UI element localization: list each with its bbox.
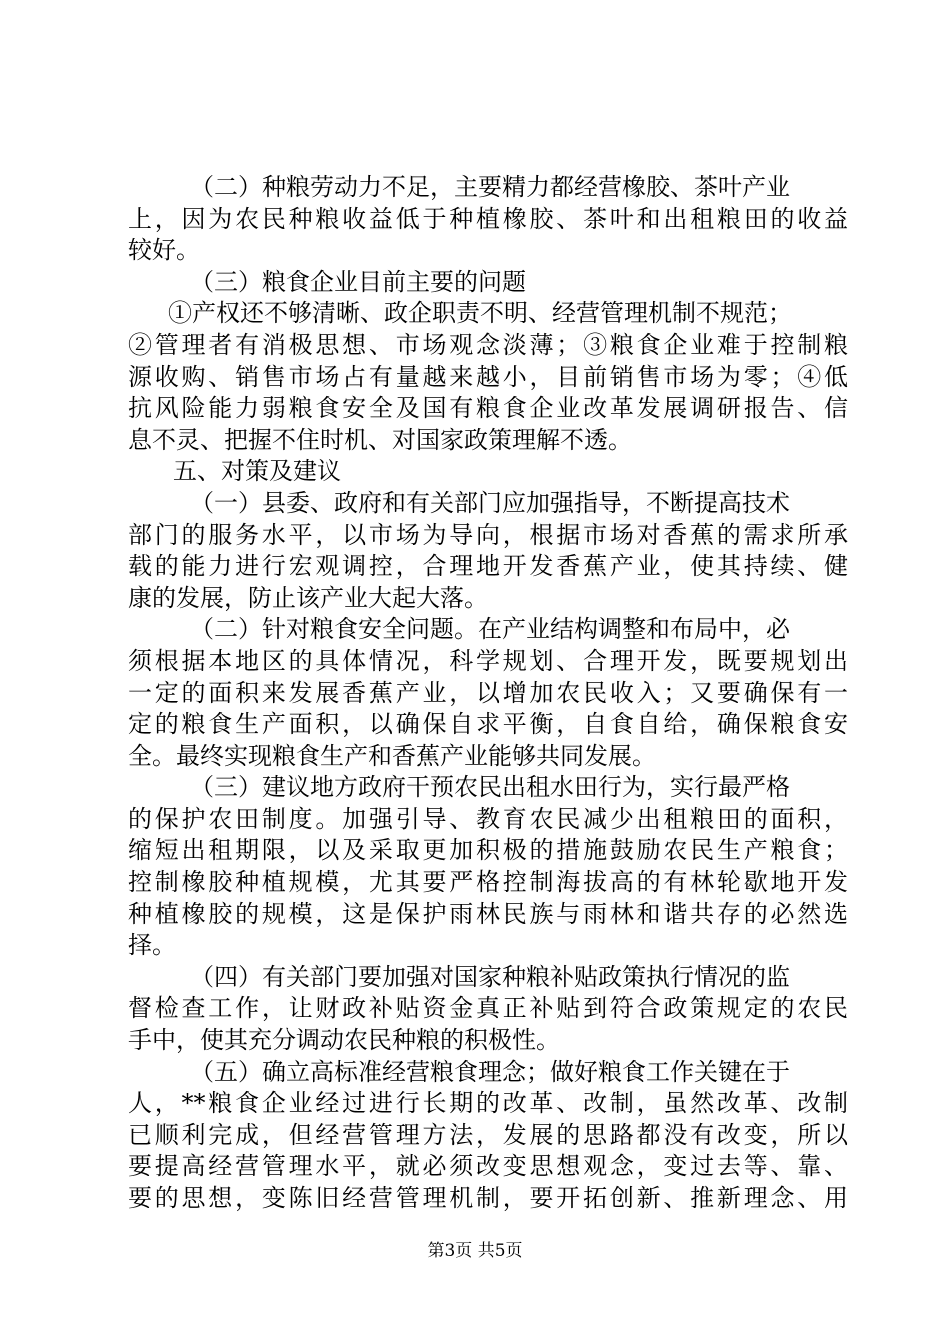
paragraph-line: 择。 <box>128 931 176 960</box>
paragraph-line: （五）确立高标准经营粮食理念；做好粮食工作关键在于 <box>190 1057 790 1086</box>
paragraph-line: 种植橡胶的规模，这是保护雨林民族与雨林和谐共存的必然选 <box>128 899 848 928</box>
paragraph-line: 须根据本地区的具体情况，科学规划、合理开发，既要规划出 <box>128 646 848 675</box>
document-body <box>128 172 848 1215</box>
paragraph-line: 人，**粮食企业经过进行长期的改革、改制，虽然改革、改制 <box>128 1089 848 1118</box>
paragraph-line: 要提高经营管理水平，就必须改变思想观念，变过去等、靠、 <box>128 1152 848 1181</box>
paragraph-line: （二）种粮劳动力不足，主要精力都经营橡胶、茶叶产业 <box>190 173 790 201</box>
paragraph-line: 手中，使其充分调动农民种粮的积极性。 <box>128 1026 560 1055</box>
paragraph-line: 抗风险能力弱粮食安全及国有粮食企业改革发展调研报告、信 <box>128 394 848 423</box>
paragraph-line: 源收购、销售市场占有量越来越小，目前销售市场为零；④低 <box>128 362 848 391</box>
paragraph-line: 康的发展，防止该产业大起大落。 <box>128 583 488 612</box>
paragraph-line: 控制橡胶种植规模，尤其要严格控制海拔高的有林轮歇地开发 <box>128 868 848 897</box>
paragraph-line: （二）针对粮食安全问题。在产业结构调整和布局中，必 <box>190 615 790 644</box>
paragraph-line: 已顺利完成，但经营管理方法，发展的思路都没有改变，所以 <box>128 1120 848 1149</box>
section-heading: 五、对策及建议 <box>173 457 341 486</box>
paragraph-line: （三）建议地方政府干预农民出租水田行为，实行最严格 <box>190 773 790 802</box>
paragraph-line: 载的能力进行宏观调控，合理地开发香蕉产业，使其持续、健 <box>128 552 848 581</box>
paragraph-line: 定的粮食生产面积，以确保自求平衡，自食自给，确保粮食安 <box>128 710 848 739</box>
paragraph-line: 上，因为农民种粮收益低于种植橡胶、茶叶和出租粮田的收益 <box>128 204 848 233</box>
section-heading: （三）粮食企业目前主要的问题 <box>190 267 526 296</box>
paragraph-line: 部门的服务水平，以市场为导向，根据市场对香蕉的需求所承 <box>128 520 848 549</box>
paragraph-line: ①产权还不够清晰、政企职责不明、经营管理机制不规范； <box>168 299 792 328</box>
paragraph-line: 要的思想，变陈旧经营管理机制，要开拓创新、推新理念、用 <box>128 1184 848 1212</box>
paragraph-line: 督检查工作，让财政补贴资金真正补贴到符合政策规定的农民 <box>128 994 848 1023</box>
paragraph-line: 较好。 <box>128 236 200 265</box>
paragraph-line: 息不灵、把握不住时机、对国家政策理解不透。 <box>128 425 632 454</box>
paragraph-line: ②管理者有消极思想、市场观念淡薄；③粮食企业难于控制粮 <box>128 330 848 359</box>
paragraph-line: （四）有关部门要加强对国家种粮补贴政策执行情况的监 <box>190 962 790 991</box>
paragraph-line: 缩短出租期限，以及采取更加积极的措施鼓励农民生产粮食； <box>128 836 848 865</box>
paragraph-line: 全。最终实现粮食生产和香蕉产业能够共同发展。 <box>128 741 656 770</box>
page-number-footer: 第3页 共5页 <box>427 1241 523 1261</box>
paragraph-line: （一）县委、政府和有关部门应加强指导，不断提高技术 <box>190 488 790 517</box>
paragraph-line: 的保护农田制度。加强引导、教育农民减少出租粮田的面积， <box>128 804 848 833</box>
paragraph-line: 一定的面积来发展香蕉产业，以增加农民收入；又要确保有一 <box>128 678 848 707</box>
